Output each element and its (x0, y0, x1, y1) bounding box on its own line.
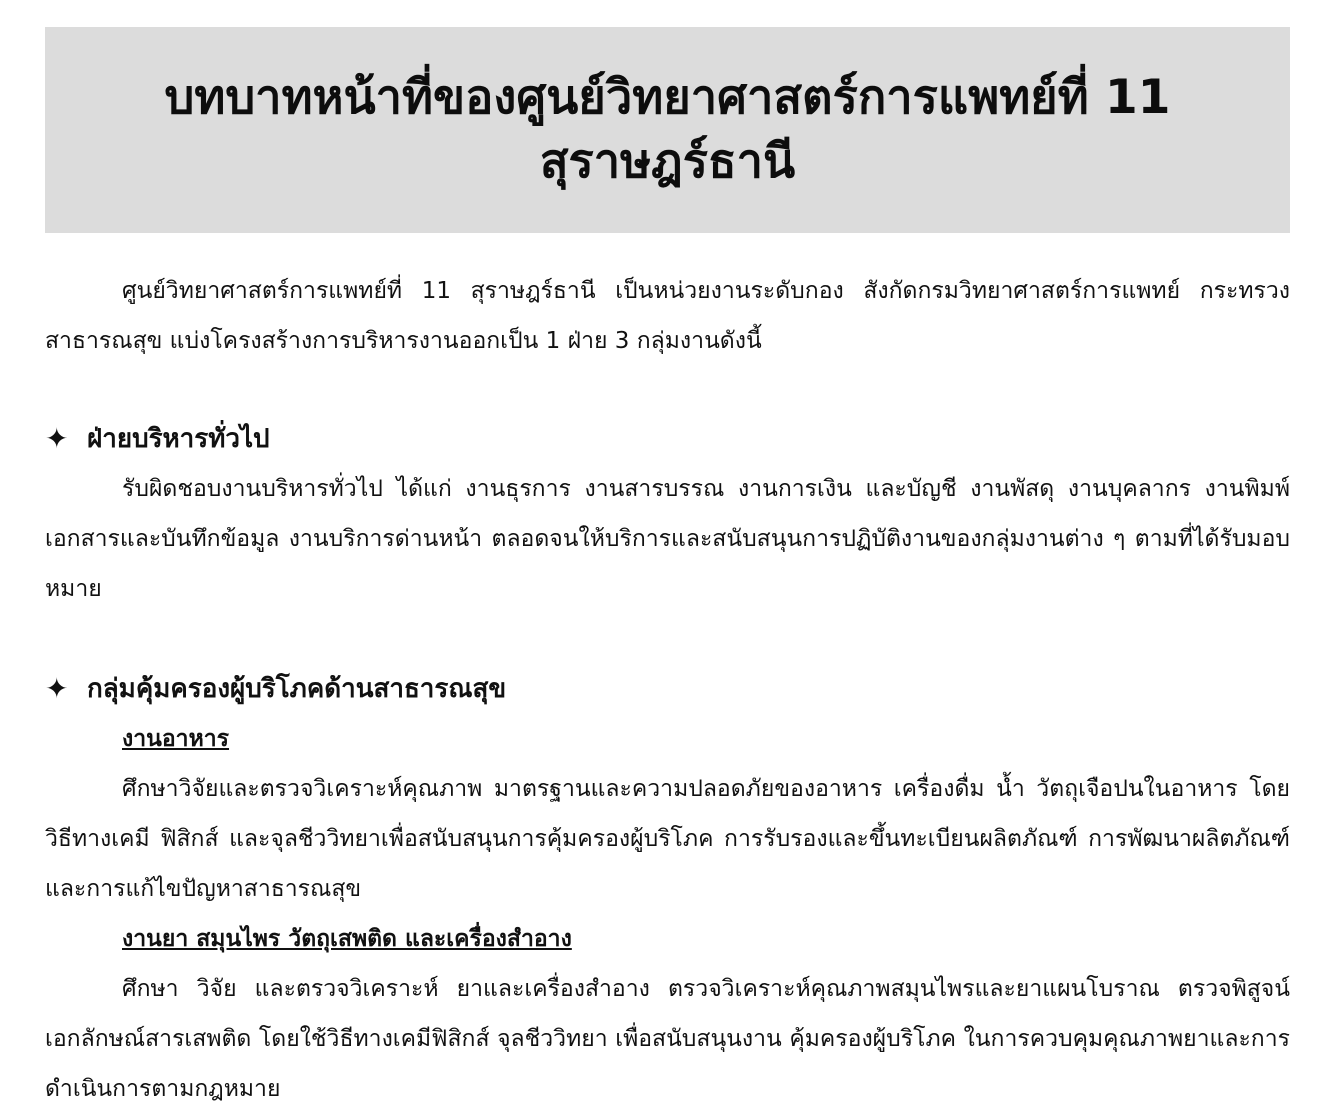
section-heading-consumer-protection (45, 664, 1290, 714)
intro-paragraph: ศูนย์วิทยาศาสตร์การแพทย์ที่ 11 สุราษฎร์ธานี เป็นหน่วยงานระดับกอง สังกัดกรมวิทยาศาสตร์การแพทย์ กระทรวงสาธารณสุข แบ่งโครงสร้างการบริหารงานออกเป็น 1 ฝ่าย 3 กลุ่มงานดังนี้ (45, 278, 1290, 354)
section-heading-text: กลุ่มคุ้มครองผู้บริโภคด้านสาธารณสุข (87, 674, 507, 704)
section-heading-text: ฝ่ายบริหารทั่วไป (87, 424, 270, 454)
subsection-title-food: งานอาหาร (122, 726, 230, 752)
subsection-paragraph-drugs: ศึกษา วิจัย และตรวจวิเคราะห์ ยาและเครื่องสำอาง ตรวจวิเคราะห์คุณภาพสมุนไพรและยาแผนโบราณ ตรวจพิสูจน์เอกลักษณ์สารเสพติด โดยใช้วิธีทางเคมีฟิสิกส์ จุลชีววิทยา เพื่อสนับสนุนงาน คุ้มครองผู้บริโภค ในการควบคุมคุณภาพยาและการดำเนินการตามกฎหมาย (45, 976, 1290, 1102)
section-paragraph-general-admin: รับผิดชอบงานบริหารทั่วไป ได้แก่ งานธุรการ งานสารบรรณ งานการเงิน และบัญชี งานพัสดุ งานบุคลากร งานพิมพ์เอกสารและบันทึกข้อมูล งานบริการด่านหน้า ตลอดจนให้บริการและสนับสนุนการปฏิบัติงานของกลุ่มงานต่าง ๆ ตามที่ได้รับมอบหมาย (45, 476, 1290, 602)
subsection-paragraph-food: ศึกษาวิจัยและตรวจวิเคราะห์คุณภาพ มาตรฐานและความปลอดภัยของอาหาร เครื่องดื่ม น้ำ วัตถุเจือปนในอาหาร โดยวิธีทางเคมี ฟิสิกส์ และจุลชีววิทยาเพื่อสนับสนุนการคุ้มครองผู้บริโภค การรับรองและขึ้นทะเบียนผลิตภัณฑ์ การพัฒนาผลิตภัณฑ์และการแก้ไขปัญหาสาธารณสุข (45, 776, 1290, 902)
document-body (45, 266, 1290, 1114)
page-title-line-1: บทบาทหน้าที่ของศูนย์วิทยาศาสตร์การแพทย์ที่ 11 (164, 70, 1171, 125)
section-heading-general-admin (45, 414, 1290, 464)
star-bullet-icon: ✦ (45, 672, 69, 705)
title-banner (45, 27, 1290, 233)
subsection-title-drugs: งานยา สมุนไพร วัตถุเสพติด และเครื่องสำอาง (122, 926, 572, 952)
page-title-line-2: สุราษฎร์ธานี (539, 134, 796, 189)
star-bullet-icon: ✦ (45, 422, 69, 455)
